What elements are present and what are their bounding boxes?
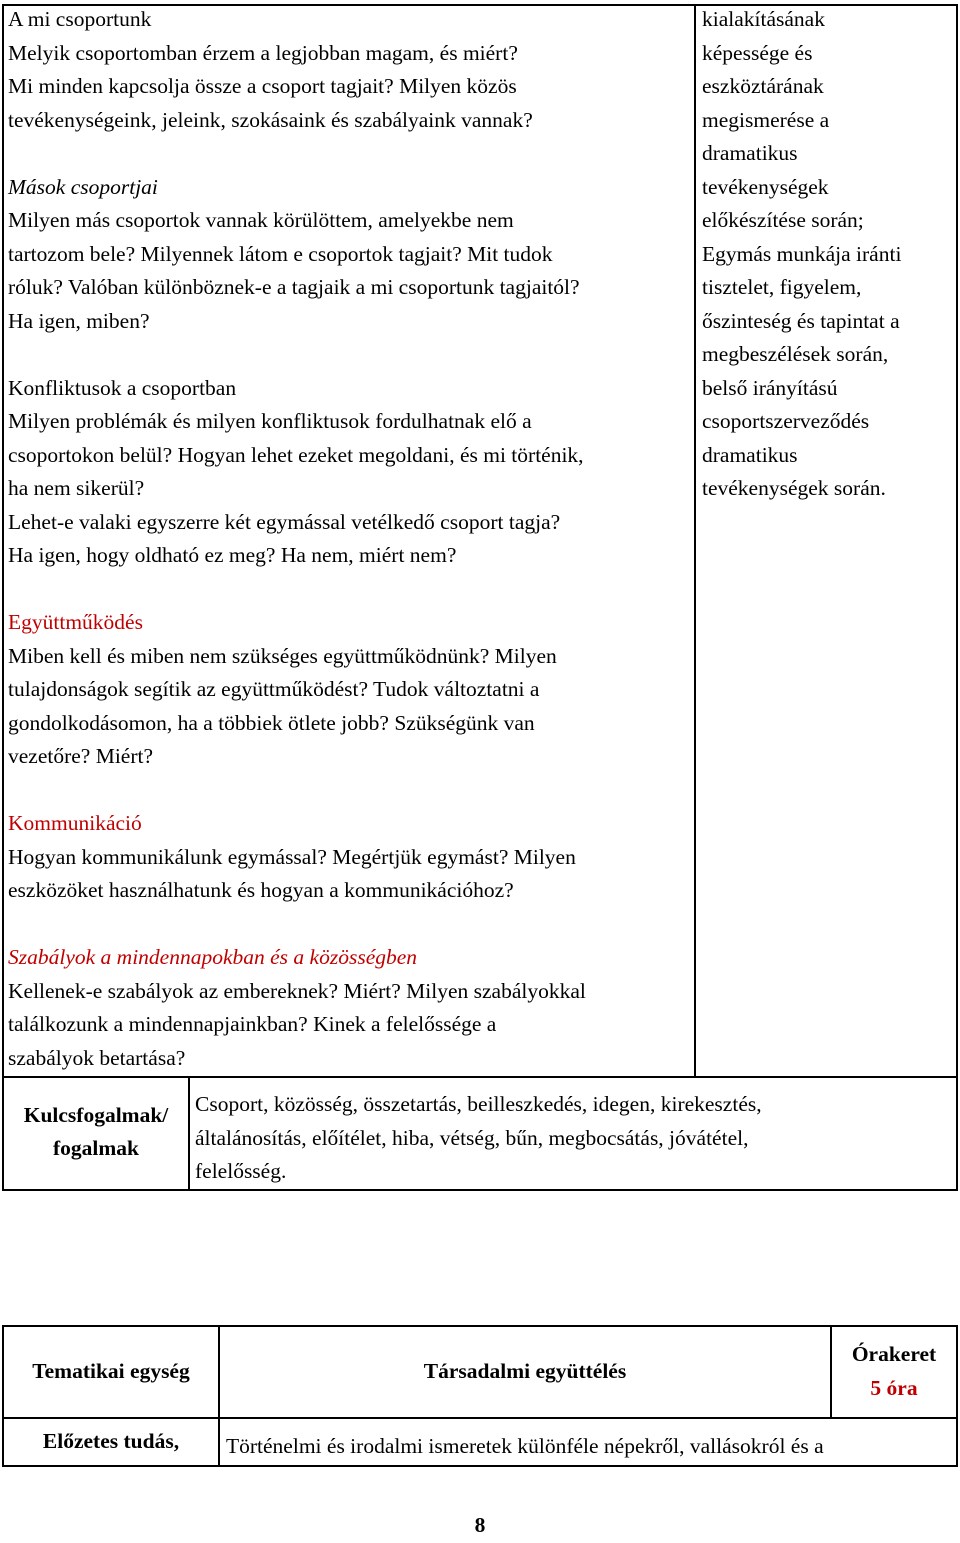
- section-heading-other-groups: Mások csoportjai: [8, 174, 158, 199]
- right-text-line: Egymás munkája iránti: [702, 241, 902, 266]
- top-table-left-border: [2, 4, 4, 1191]
- text-line: Milyen problémák és milyen konfliktusok fordulhatnak elő a: [8, 409, 532, 433]
- text-line: Melyik csoportomban érzem a legjobban magam, és miért?: [8, 40, 518, 65]
- right-text-line: dramatikus: [702, 141, 798, 165]
- column-divider: [694, 4, 696, 1077]
- text-line: csoportokon belül? Hogyan lehet ezeket megoldani, és mi történik,: [8, 442, 584, 467]
- right-text-line: eszköztárának: [702, 74, 824, 98]
- right-text-line: dramatikus: [702, 442, 798, 467]
- prereq-text: Történelmi és irodalmi ismeretek különféle népekről, vallásokról és a: [226, 1434, 824, 1458]
- text-line: róluk? Valóban különböznek-e a tagjaik a mi csoportunk tagjaitól?: [8, 275, 580, 299]
- keywords-label: Kulcsfogalmak/ fogalmak: [23, 1103, 169, 1160]
- text-line: Milyen más csoportok vannak körülöttem, amelyekbe nem: [8, 208, 514, 232]
- right-text-line: képessége és: [702, 40, 813, 65]
- text-line: szabályok betartása?: [8, 1045, 186, 1070]
- right-text-line: belső irányítású: [702, 375, 838, 400]
- unit-title: Társadalmi együttélés: [423, 1359, 627, 1383]
- right-text-line: csoportszerveződés: [702, 409, 870, 433]
- right-text-line: tevékenységek során.: [702, 476, 886, 500]
- keywords-content: [195, 1088, 762, 1189]
- text-line: tevékenységeink, jeleink, szokásaink és szabályaink vannak?: [8, 107, 533, 132]
- keywords-row-top-border: [2, 1076, 958, 1078]
- text-line: Lehet-e valaki egyszerre két egymással vetélkedő csoport tagja?: [8, 509, 561, 534]
- text-line: Ha igen, miben?: [8, 308, 150, 333]
- prereq-label: Előzetes tudás,: [42, 1429, 180, 1453]
- right-text-line: tevékenységek: [702, 174, 829, 199]
- hours-block: [832, 1338, 956, 1405]
- keywords-label-divider: [188, 1076, 190, 1191]
- text-line: Hogyan kommunikálunk egymással? Megértjük egymást? Milyen: [8, 844, 576, 869]
- section-heading-own-group: A mi csoportunk: [8, 7, 152, 31]
- right-text-line: megismerése a: [702, 107, 830, 132]
- text-line: eszközöket használhatunk és hogyan a kommunikációhoz?: [8, 878, 514, 902]
- text-line: Kellenek-e szabályok az embereknek? Miért? Milyen szabályokkal: [8, 978, 586, 1003]
- text-line: találkozunk a mindennapjainkban? Kinek a felelőssége a: [8, 1012, 497, 1036]
- unit-table-mid-border: [2, 1417, 958, 1419]
- unit-table-label-divider: [218, 1325, 220, 1467]
- text-line: tartozom bele? Milyennek látom e csoportok tagjait? Mit tudok: [8, 241, 553, 266]
- hours-value: 5 óra: [870, 1375, 918, 1400]
- text-line: tulajdonságok segítik az együttműködést? Tudok változtatni a: [8, 677, 540, 701]
- text-line: Miben kell és miben nem szükséges együttműködnünk? Milyen: [8, 643, 557, 668]
- right-text-line: előkészítése során;: [702, 208, 864, 232]
- unit-table-right-border: [956, 1325, 958, 1467]
- unit-label: Tematikai egység: [32, 1359, 190, 1383]
- section-heading-rules: Szabályok a mindennapokban és a közösségben: [8, 945, 418, 969]
- text-line: ha nem sikerül?: [8, 476, 145, 500]
- text-line: Mi minden kapcsolja össze a csoport tagjait? Milyen közös: [8, 74, 517, 98]
- top-table-right-border: [956, 4, 958, 1191]
- keywords-line: Csoport, közösség, összetartás, beilleszkedés, idegen, kirekesztés,: [195, 1092, 762, 1116]
- section-heading-conflicts: Konfliktusok a csoportban: [8, 375, 237, 400]
- right-text-line: kialakításának: [702, 7, 825, 31]
- right-text-line: tisztelet, figyelem,: [702, 275, 862, 299]
- text-line: vezetőre? Miért?: [8, 744, 154, 768]
- keywords-line: felelősség.: [195, 1159, 287, 1183]
- text-line: gondolkodásomon, ha a többiek ötlete jobb? Szükségünk van: [8, 710, 535, 735]
- section-heading-cooperation: Együttműködés: [8, 610, 143, 634]
- keywords-line: általánosítás, előítélet, hiba, vétség, bűn, megbocsátás, jóvátétel,: [195, 1125, 749, 1150]
- hours-label: Órakeret: [851, 1342, 937, 1366]
- unit-table-bottom-border: [2, 1465, 958, 1467]
- right-cell-content: [702, 3, 901, 506]
- text-line: Ha igen, hogy oldható ez meg? Ha nem, miért nem?: [8, 543, 457, 567]
- main-cell-content: [8, 3, 586, 1075]
- section-heading-communication: Kommunikáció: [8, 811, 142, 835]
- top-table-bottom-border: [2, 1189, 958, 1191]
- unit-table-top-border: [2, 1325, 958, 1327]
- right-text-line: őszinteség és tapintat a: [702, 308, 900, 333]
- page-number: 8: [474, 1513, 486, 1537]
- right-text-line: megbeszélések során,: [702, 342, 889, 366]
